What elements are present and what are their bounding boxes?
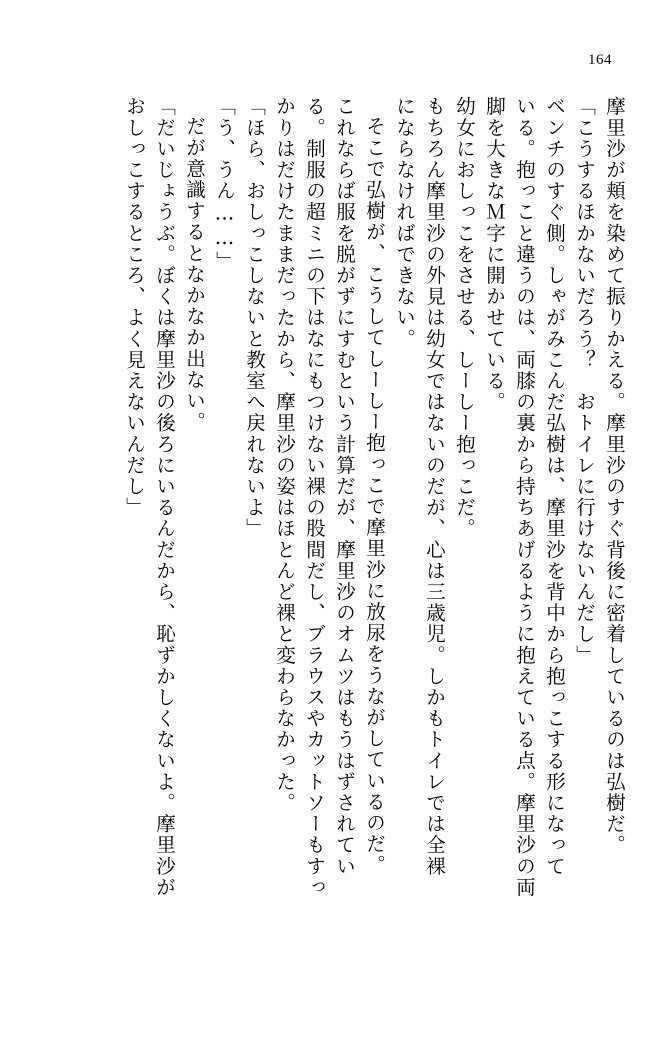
text-line: もちろん摩里沙の外見は幼女ではないのだが、心は三歳児。しかもトイレでは全裸 [423,96,446,877]
text-line: にならなければできない。 [393,96,416,350]
text-line: 摩里沙が頬を染めて振りかえる。摩里沙のすぐ背後に密着しているのは弘樹だ。 [603,96,626,856]
text-line: 幼女におしっこをさせる、しーしー抱っこだ。 [453,96,476,540]
text-line: 「う、うん……」 [213,96,236,272]
text-line: そこで弘樹が、こうしてしーしー抱っこで摩里沙に放尿をうながしているのだ。 [363,116,386,876]
text-line: いる。抱っこと違うのは、両膝の裏から持ちあげるように抱えている点。摩里沙の両 [513,96,536,898]
text-line: これならば服を脱がずにすむという計算だが、摩里沙のオムツはもうはずされてい [333,96,356,877]
text-line: ベンチのすぐ側。しゃがみこんだ弘樹は、摩里沙を背中から抱っこする形になって [543,96,566,877]
page-number: 164 [588,52,612,68]
text-line: 「ほら、おしっこしないと教室へ戻れないよ」 [243,96,266,540]
text-line: かりはだけたままだったから、摩里沙の姿はほとんど裸と変わらなかった。 [273,96,296,814]
text-line: 脚を大きなＭ字に開かせている。 [483,96,506,413]
vertical-text-body [36,96,624,996]
text-line: だが意識するとなかなか出ない。 [183,116,206,433]
text-line: 「こうするほかないだろう？ おトイレに行けないんだし」 [573,96,596,666]
text-line: る。制服の超ミニの下はなにもつけない裸の股間だし、ブラウスやカットソーもすっ [303,96,326,898]
text-line: 「だいじょうぶ。ぼくは摩里沙の後ろにいるんだから、恥ずかしくないよ。摩里沙が [153,96,176,898]
text-line: おしっこするところ、よく見えないんだし」 [123,96,146,518]
